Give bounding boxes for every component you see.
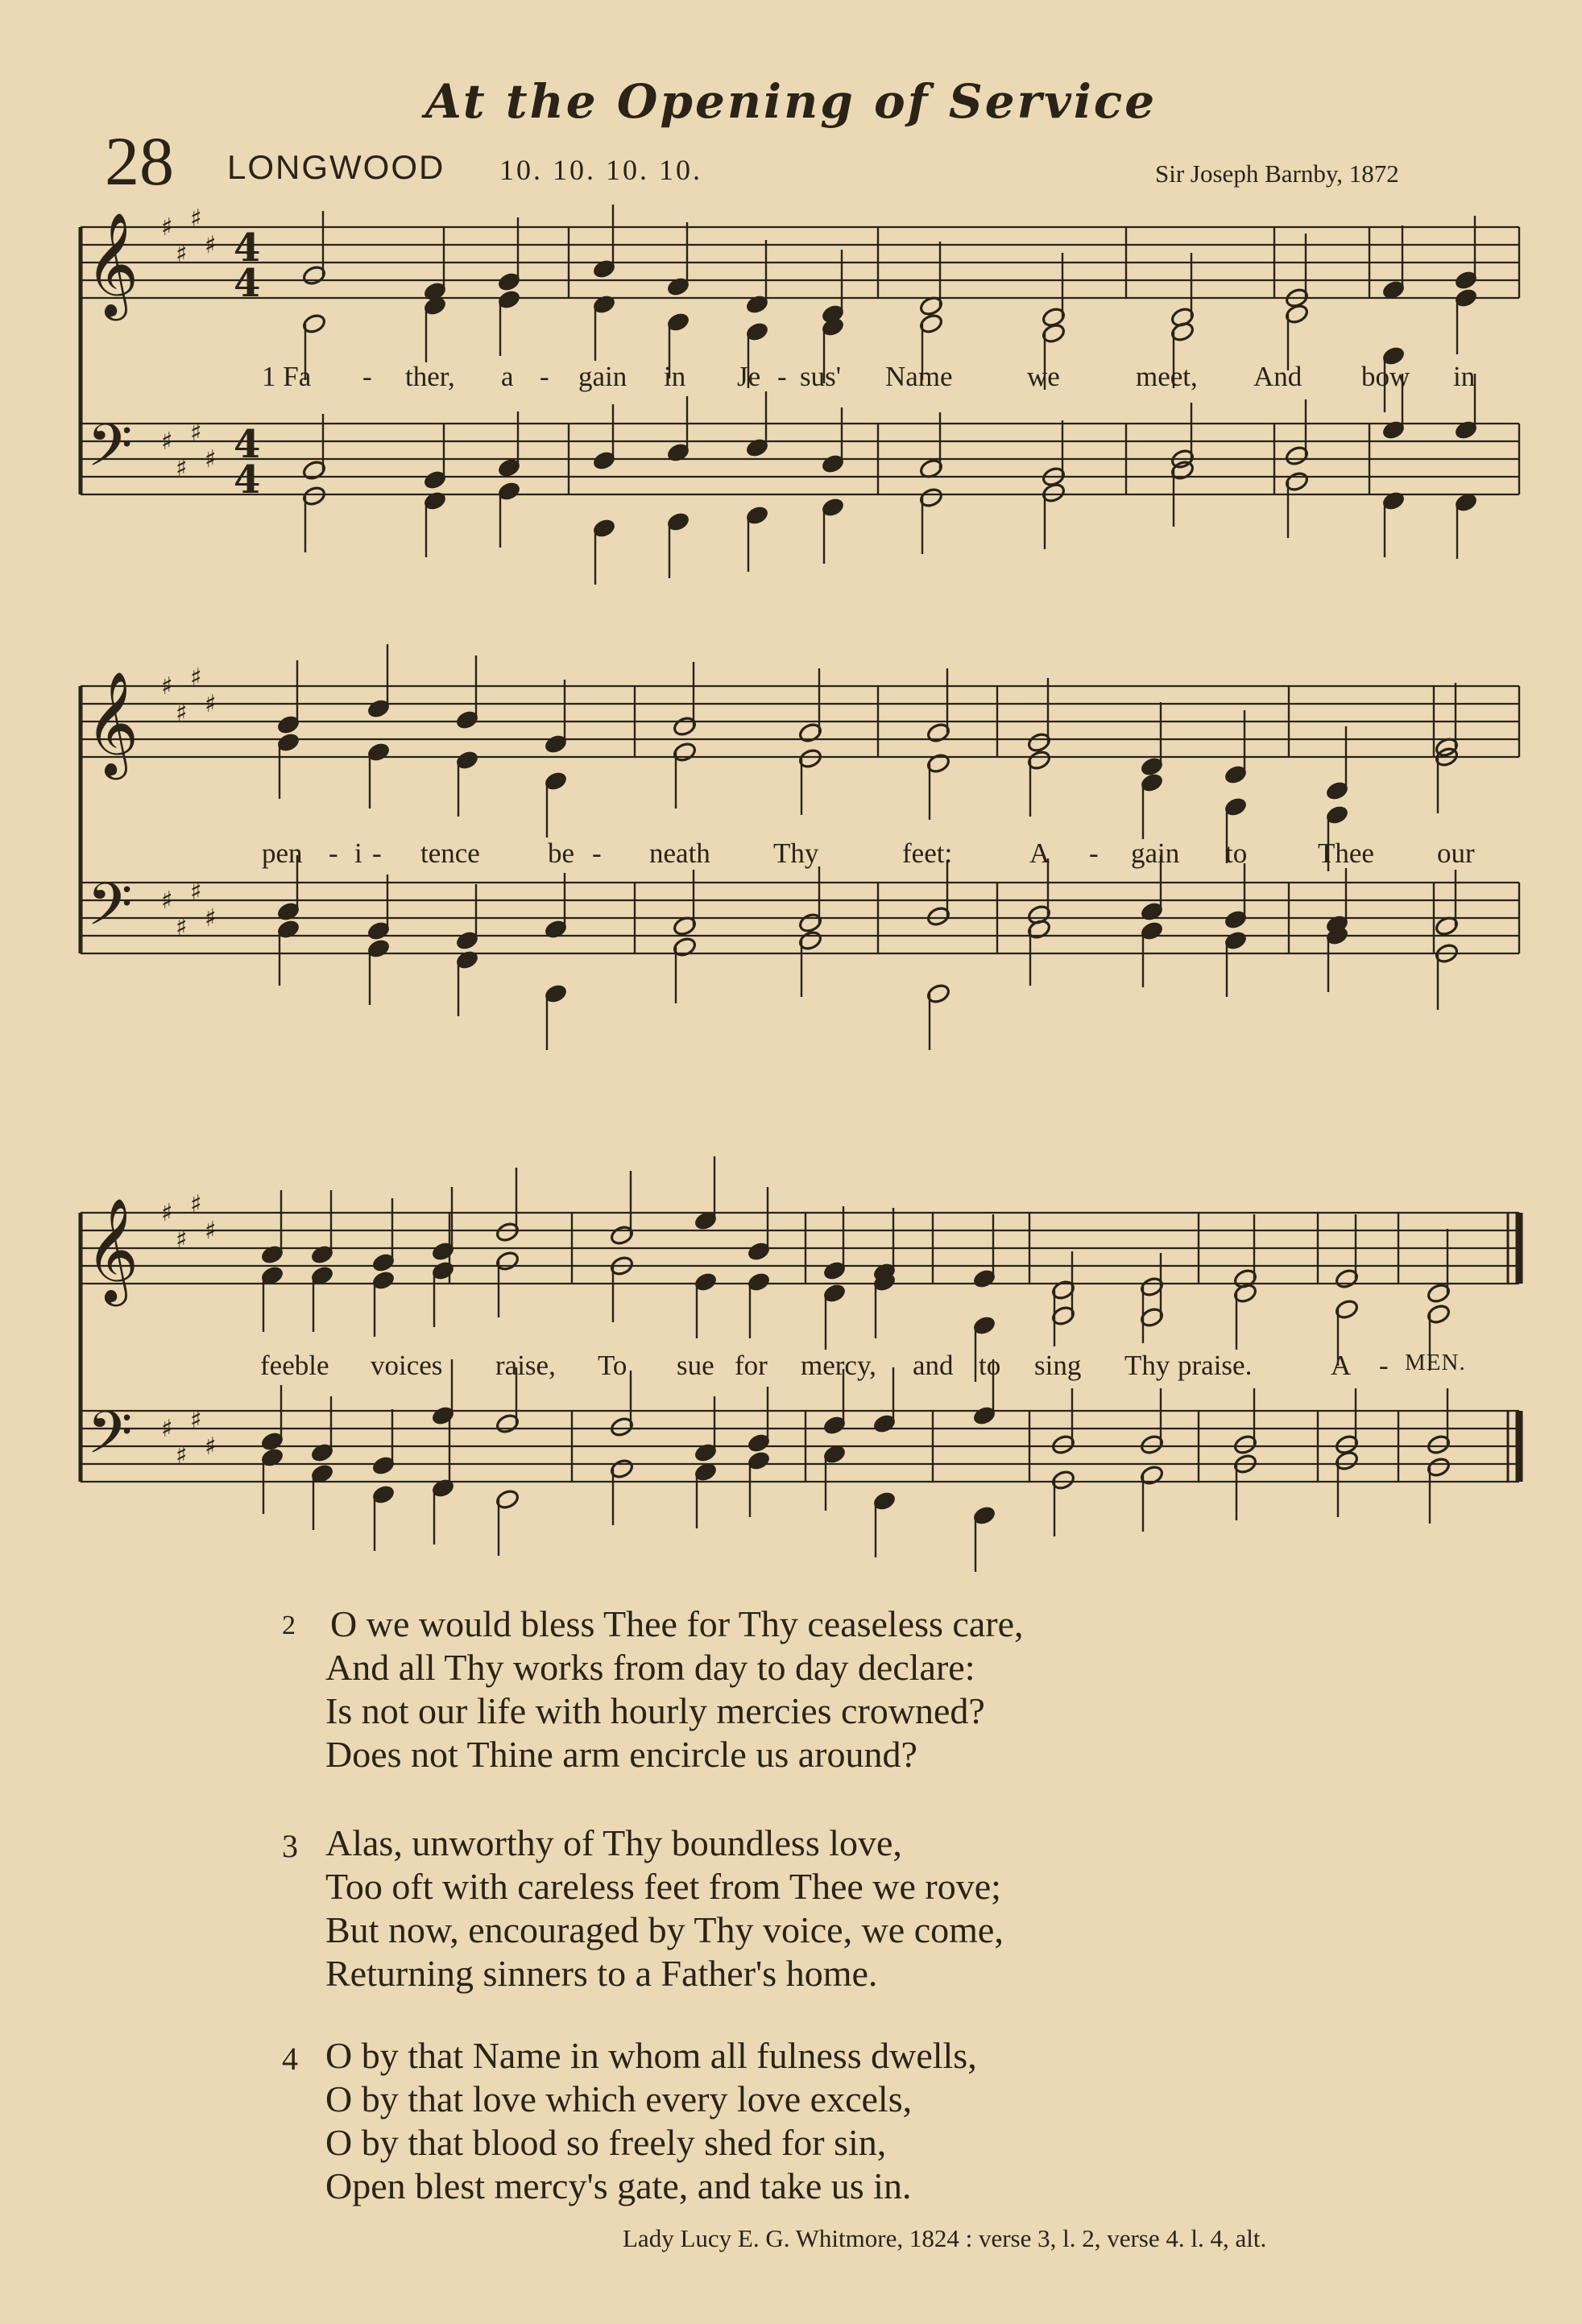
verse-number: 3 [282, 1828, 298, 1864]
lyric-syllable: raise, [495, 1350, 556, 1381]
verse-line: But now, encouraged by Thy voice, we come, [325, 1909, 1004, 1950]
key-sharp: ♯ [190, 419, 202, 447]
key-sharp: ♯ [161, 887, 173, 915]
hymn-number: 28 [105, 122, 174, 200]
lyric-syllable: to [979, 1350, 1001, 1381]
time-signature: 4 [234, 457, 261, 502]
key-sharp: ♯ [190, 878, 202, 906]
key-sharp: ♯ [205, 1433, 217, 1461]
verse-number: 2 [282, 1611, 296, 1640]
lyric-syllable: i [354, 837, 362, 869]
key-sharp: ♯ [176, 699, 188, 727]
lyric-syllable: A [1331, 1350, 1352, 1381]
lyric-syllable: voices [371, 1350, 443, 1381]
time-signature: 4 [234, 225, 261, 271]
lyric-syllable: sus' [800, 361, 842, 392]
lyric-syllable: pen [262, 837, 303, 869]
key-sharp: ♯ [176, 454, 188, 482]
lyric-syllable: sue [677, 1350, 714, 1381]
lyric-syllable: gain [1131, 837, 1180, 869]
bass-clef: 𝄢 [87, 870, 133, 953]
lyric-syllable: Thy [773, 837, 819, 869]
lyric-syllable: - [362, 361, 372, 392]
lyric-syllable: sing [1034, 1350, 1082, 1381]
key-sharp: ♯ [190, 664, 202, 692]
lyric-syllable: gain [578, 361, 627, 392]
bass-clef: 𝄢 [87, 1398, 133, 1481]
key-sharp: ♯ [205, 904, 217, 932]
lyric-syllable: neath [649, 837, 710, 869]
lyric-syllable: feet: [902, 837, 953, 869]
verse-line: Open blest mercy's gate, and take us in. [325, 2165, 912, 2206]
verse-line: Does not Thine arm encircle us around? [325, 1734, 917, 1775]
composer: Sir Joseph Barnby, 1872 [1155, 159, 1399, 188]
section-title: At the Opening of Service [424, 74, 1158, 129]
lyric-syllable: mercy, [801, 1350, 876, 1381]
verse-line: O we would bless Thee for Thy ceaseless care, [330, 1603, 1024, 1644]
lyric-syllable: feeble [260, 1350, 329, 1381]
verse-line: And all Thy works from day to day declare: [325, 1647, 975, 1688]
lyric-syllable: - [1089, 837, 1099, 869]
verse-line: O by that love which every love excels, [325, 2078, 913, 2119]
lyric-syllable: And [1253, 361, 1302, 392]
bass-clef: 𝄢 [87, 411, 133, 494]
lyric-syllable: To [598, 1350, 627, 1381]
tune-name: LONGWOOD [227, 148, 445, 186]
lyric-syllable: Je [737, 361, 761, 392]
text-attribution: Lady Lucy E. G. Whitmore, 1824 : verse 3, l. 2, verse 4. l. 4, alt. [623, 2224, 1267, 2252]
meter: 10. 10. 10. 10. [499, 154, 702, 186]
lyric-syllable: Thy [1124, 1350, 1170, 1381]
lyric-syllable: bow [1361, 361, 1410, 392]
lyric-syllable: praise. [1178, 1350, 1253, 1381]
key-sharp: ♯ [205, 690, 217, 718]
treble-clef: 𝄞 [85, 671, 139, 775]
lyric-syllable: in [1453, 361, 1476, 392]
lyric-syllable: we [1027, 361, 1060, 392]
key-sharp: ♯ [161, 1415, 173, 1443]
verse-line: Returning sinners to a Father's home. [325, 1953, 878, 1994]
key-sharp: ♯ [190, 1190, 202, 1218]
lyric-syllable: 1 Fa [262, 361, 312, 392]
verse-line: Is not our life with hourly mercies crowned? [325, 1690, 985, 1731]
lyric-syllable: for [735, 1350, 768, 1381]
key-sharp: ♯ [176, 1226, 188, 1254]
lyric-syllable: MEN. [1405, 1350, 1466, 1375]
lyric-syllable: tence [420, 837, 480, 869]
lyric-syllable: - [329, 837, 338, 869]
key-sharp: ♯ [176, 240, 188, 268]
key-sharp: ♯ [190, 205, 202, 233]
lyric-syllable: and [913, 1350, 954, 1381]
lyric-syllable: - [592, 837, 602, 869]
lyric-syllable: meet, [1136, 361, 1198, 392]
lyric-syllable: Thee [1318, 837, 1374, 869]
key-sharp: ♯ [205, 1217, 217, 1245]
verse-line: Alas, unworthy of Thy boundless love, [325, 1822, 902, 1863]
treble-clef: 𝄞 [85, 1197, 139, 1302]
lyric-syllable: be [548, 837, 575, 869]
time-signature: 4 [234, 422, 261, 467]
treble-clef: 𝄞 [85, 212, 139, 316]
lyric-syllable: in [664, 361, 686, 392]
lyric-syllable: our [1437, 837, 1475, 869]
lyric-syllable: - [1379, 1350, 1389, 1381]
verse-line: O by that Name in whom all fulness dwells, [325, 2035, 977, 2076]
key-sharp: ♯ [176, 1441, 188, 1470]
verse-number: 4 [282, 2041, 298, 2077]
lyric-syllable: - [777, 361, 787, 392]
verse-line: Too oft with careless feet from Thee we rove; [325, 1866, 1001, 1907]
lyric-syllable: to [1225, 837, 1248, 869]
verse-line: O by that blood so freely shed for sin, [325, 2122, 887, 2163]
lyric-syllable: a [501, 361, 514, 392]
key-sharp: ♯ [176, 913, 188, 941]
lyric-syllable: ther, [405, 361, 455, 392]
key-sharp: ♯ [190, 1406, 202, 1434]
lyric-syllable: A [1029, 837, 1050, 869]
key-sharp: ♯ [161, 428, 173, 456]
lyric-syllable: - [540, 361, 549, 392]
key-sharp: ♯ [161, 672, 173, 701]
key-sharp: ♯ [161, 213, 173, 242]
key-sharp: ♯ [161, 1199, 173, 1227]
time-signature: 4 [234, 261, 261, 306]
key-sharp: ♯ [205, 231, 217, 259]
lyric-syllable: Name [885, 361, 953, 392]
lyric-syllable: - [372, 837, 382, 869]
music-system-1 [0, 193, 1582, 612]
key-sharp: ♯ [205, 445, 217, 473]
